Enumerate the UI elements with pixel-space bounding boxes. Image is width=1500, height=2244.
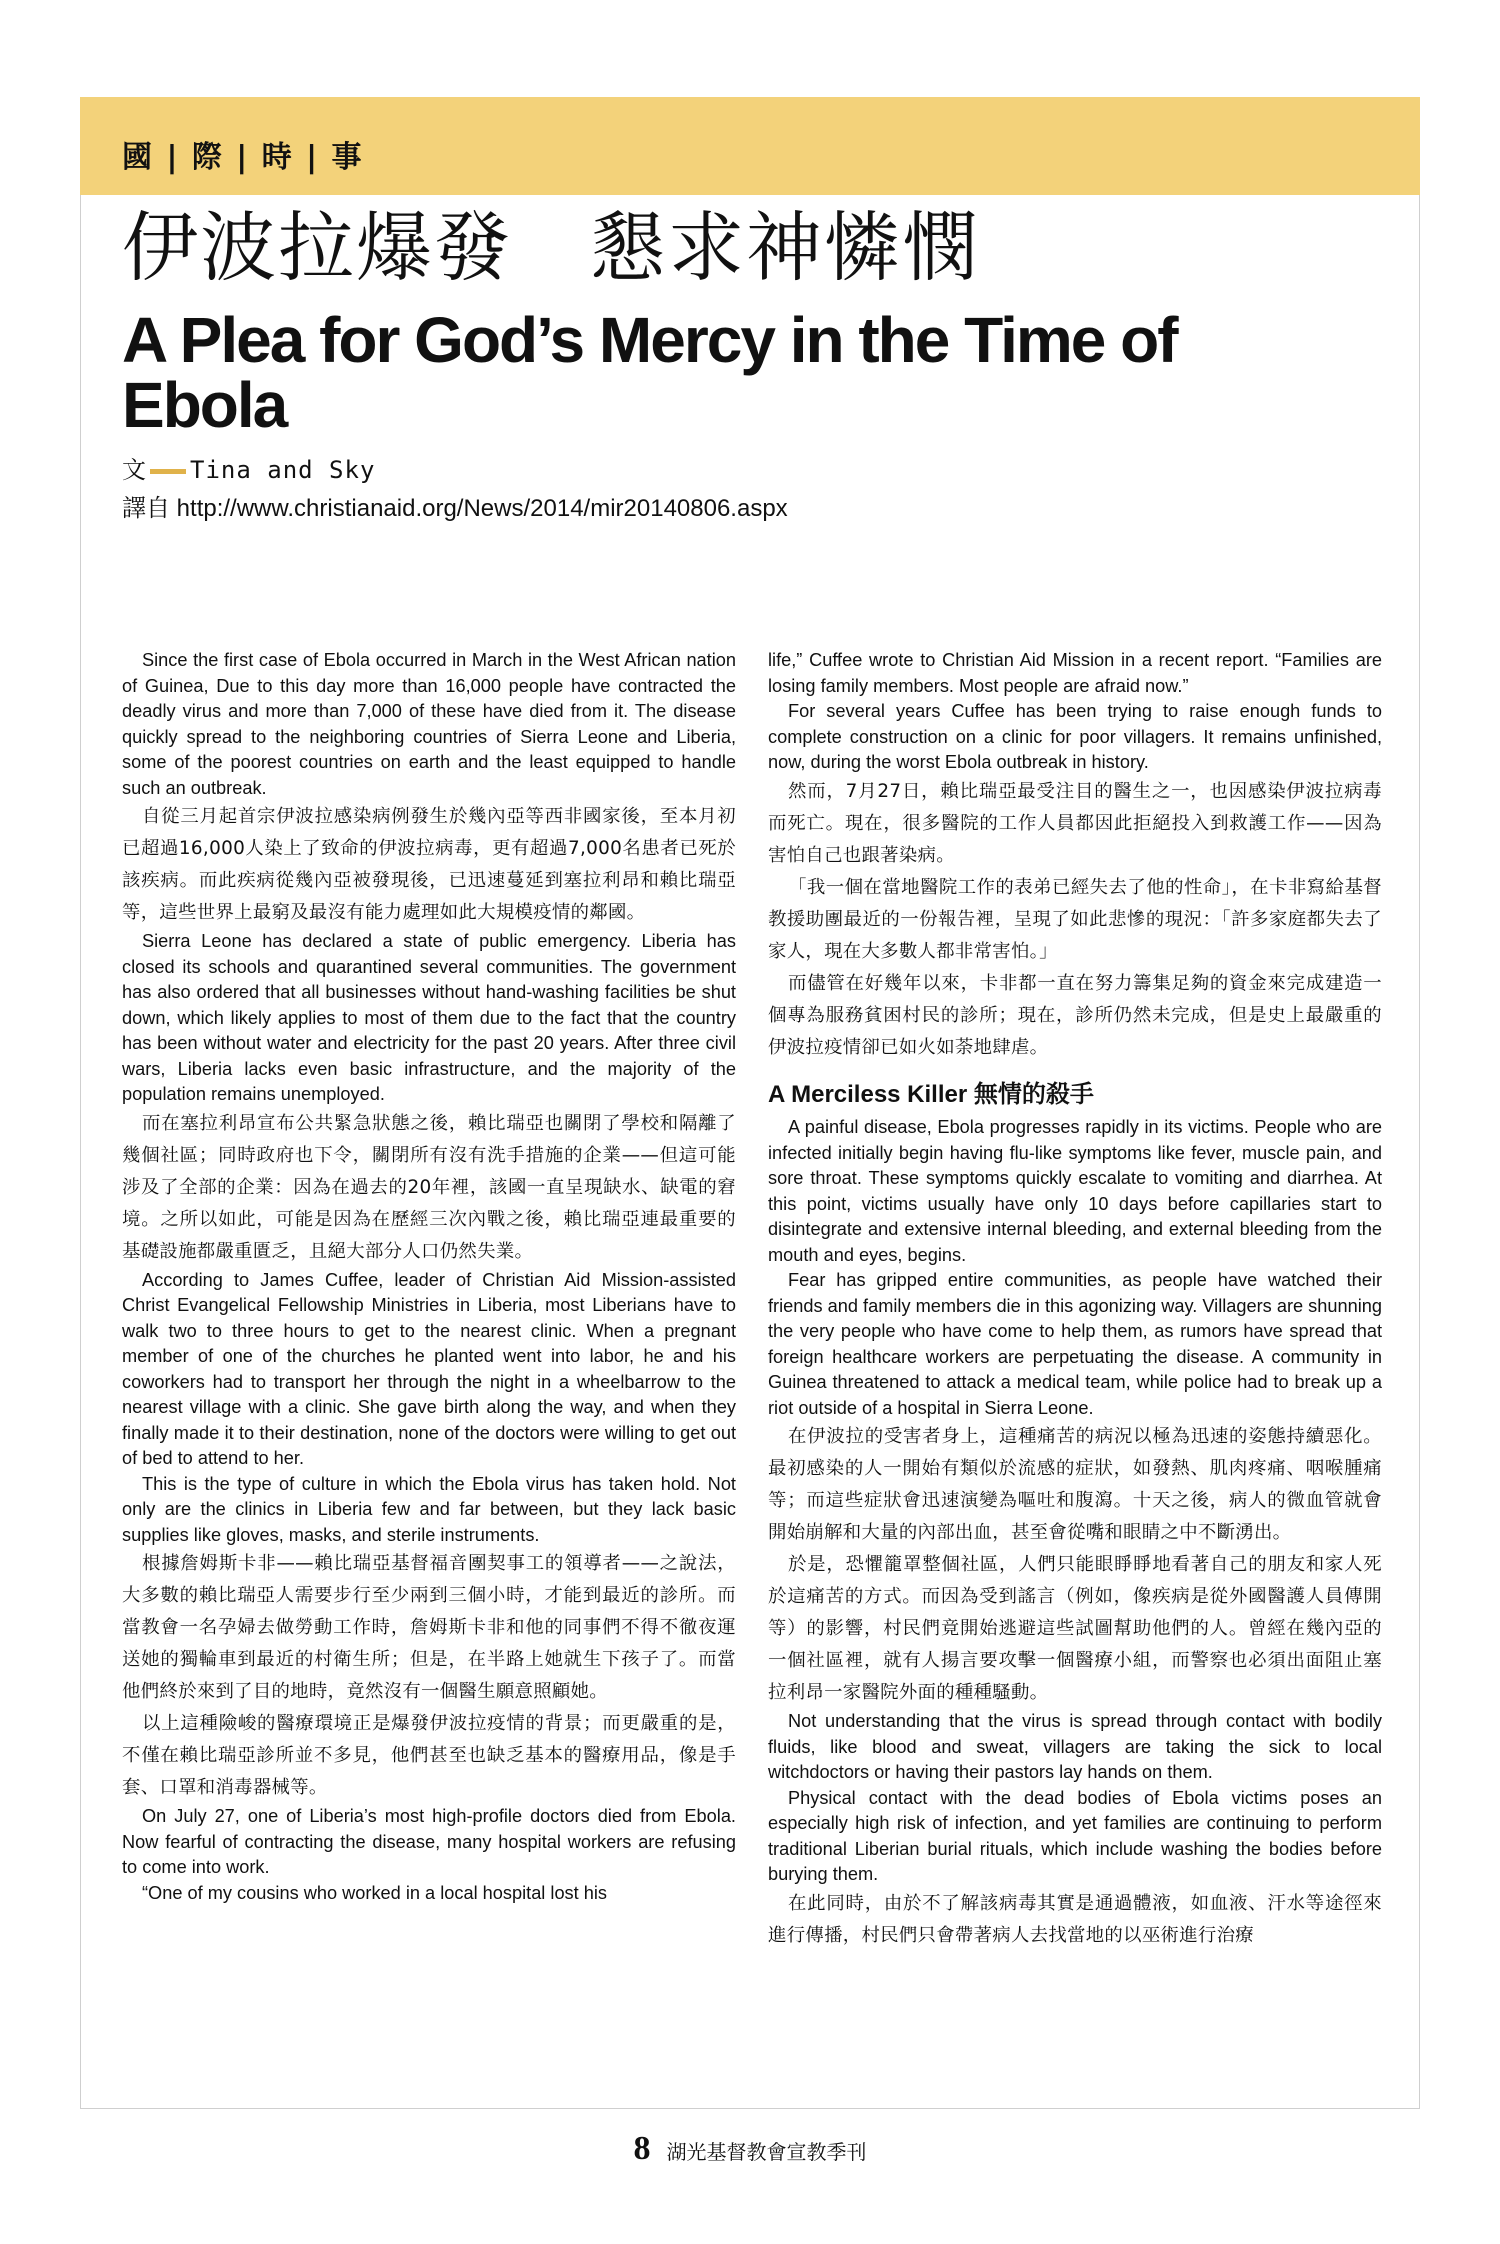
- source-label: 譯自: [122, 494, 170, 522]
- publication-name: 湖光基督教會宣教季刊: [666, 2140, 867, 2164]
- right-intro-paragraphs: [768, 648, 1382, 1064]
- paragraph-zh: 然而，7月27日，賴比瑞亞最受注目的醫生之一，也因感染伊波拉病毒而死亡。現在，很多醫院的工作人員都因此拒絕投入到救護工作——因為害怕自己也跟著染病。: [768, 780, 1382, 866]
- paragraph-en: Not understanding that the virus is spread through contact with bodily fluids, like blood and sweat, villagers are taking the sick to local witchdoctors or having their pastors lay hands on them.: [768, 1711, 1382, 1782]
- subheading-english: A Merciless Killer: [768, 1080, 968, 1108]
- paragraph-en: For several years Cuffee has been trying to raise enough funds to complete construction on a clinic for poor villagers. It remains unfinished, now, during the worst Ebola outbreak in history.: [768, 701, 1382, 772]
- body-column-right: [768, 648, 1382, 1952]
- byline-dash: [150, 469, 186, 474]
- author-name: Tina and Sky: [190, 456, 376, 484]
- paragraph-en: Physical contact with the dead bodies of Ebola victims poses an especially high risk of infection, and yet families are continuing to perform traditional Liberian burial rituals, which include washing the bodies before burying them.: [768, 1787, 1382, 1884]
- title-english: A Plea for God’s Mercy in the Time of Ebola: [122, 304, 1177, 442]
- section-tag: 國 | 際 | 時 | 事: [122, 140, 364, 175]
- paragraph-en: On July 27, one of Liberia’s most high-profile doctors died from Ebola. Now fearful of contracting the disease, many hospital workers are refusing to come into work.: [122, 1806, 736, 1877]
- paragraph-zh: 在此同時，由於不了解該病毒其實是通過體液，如血液、汗水等途徑來進行傳播，村民們只會帶著病人去找當地的以巫術進行治療: [768, 1892, 1382, 1946]
- paragraph-en: life,” Cuffee wrote to Christian Aid Mission in a recent report. “Families are losing family members. Most people are afraid now.”: [768, 650, 1382, 696]
- paragraph-en: This is the type of culture in which the Ebola virus has taken hold. Not only are the clinics in Liberia few and far between, but they lack basic supplies like gloves, masks, and sterile instruments.: [122, 1473, 736, 1545]
- paragraph-zh: 而在塞拉利昂宣布公共緊急狀態之後，賴比瑞亞也關閉了學校和隔離了幾個社區；同時政府也下令，關閉所有沒有洗手措施的企業——但這可能涉及了全部的企業：因為在過去的20年裡，該國一直呈現缺水、缺電的窘境。之所以如此，可能是因為在歷經三次內戰之後，賴比瑞亞連最重要的基礎設施都嚴重匱乏，且絕大部分人口仍然失業。: [122, 1112, 736, 1262]
- paragraph-zh: 「我一個在當地醫院工作的表弟已經失去了他的性命」，在卡非寫給基督教援助團最近的一份報告裡，呈現了如此悲慘的現況：「許多家庭都失去了家人，現在大多數人都非常害怕。」: [768, 876, 1382, 962]
- paragraph-zh: 以上這種險峻的醫療環境正是爆發伊波拉疫情的背景；而更嚴重的是，不僅在賴比瑞亞診所並不多見，他們甚至也缺乏基本的醫療用品，像是手套、口罩和消毒器械等。: [122, 1713, 736, 1798]
- paragraph-en: Fear has gripped entire communities, as people have watched their friends and family members die in this agonizing way. Villagers are shunning the very people who have come to help them, as rumors have spread that foreign healthcare workers are perpetuating the disease. A community in Guinea threatened to attack a medical team, while police had to break up a riot outside of a hospital in Sierra Leone.: [768, 1270, 1382, 1418]
- paragraph-zh: 根據詹姆斯卡非——賴比瑞亞基督福音團契事工的領導者——之說法，大多數的賴比瑞亞人需要步行至少兩到三個小時，才能到最近的診所。而當教會一名孕婦去做勞動工作時，詹姆斯卡非和他的同事們不得不徹夜運送她的獨輪車到最近的村衛生所；但是，在半路上她就生下孩子了。而當他們終於來到了目的地時，竟然沒有一個醫生願意照顧她。: [122, 1553, 736, 1702]
- body-column-left: [122, 648, 736, 1906]
- paragraph-zh: 於是，恐懼籠罩整個社區，人們只能眼睜睜地看著自己的朋友和家人死於這痛苦的方式。而因為受到謠言（例如，像疾病是從外國醫護人員傳開等）的影響，村民們竟開始逃避這些試圖幫助他們的人。曾經在幾內亞的一個社區裡，就有人揚言要攻擊一個醫療小組，而警察也必須出面阻止塞拉利昂一家醫院外面的種種騷動。: [768, 1554, 1382, 1703]
- paragraph-en: Sierra Leone has declared a state of public emergency. Liberia has closed its schools and quarantined several communities. The government has also ordered that all businesses without hand-washing facilities be shut down, which likely applies to most of them due to the fact that the country has been without water and electricity for the past 20 years. After three civil wars, Liberia lacks even basic infrastructure, and the majority of the population remains unemployed.: [122, 931, 736, 1104]
- paragraph-en: Since the first case of Ebola occurred in March in the West African nation of Guinea, Due to this day more than 16,000 people have contracted the deadly virus and more than 7,000 of these have died from it. The disease quickly spread to the neighboring countries of Sierra Leone and Liberia, some of the poorest countries on earth and the least equipped to handle such an outbreak.: [122, 650, 736, 798]
- byline: [122, 450, 375, 485]
- byline-label: 文: [122, 456, 146, 484]
- subheading: [768, 1079, 1382, 1108]
- page-number: 8: [633, 2130, 651, 2167]
- paragraph-zh: 自從三月起首宗伊波拉感染病例發生於幾內亞等西非國家後，至本月初已超過16,000人染上了致命的伊波拉病毒，更有超過7,000名患者已死於該疾病。而此疾病從幾內亞被發現後，已迅速蔓延到塞拉利昂和賴比瑞亞等，這些世界上最窮及最沒有能力處理如此大規模疫情的鄰國。: [122, 806, 736, 923]
- source-url: http://www.christianaid.org/News/2014/mir20140806.aspx: [176, 495, 788, 522]
- title-chinese: 伊波拉爆發 懇求神憐憫: [122, 203, 980, 292]
- right-rest-paragraphs: [768, 1115, 1382, 1952]
- subheading-chinese: 無情的殺手: [973, 1079, 1094, 1108]
- paragraph-en: A painful disease, Ebola progresses rapidly in its victims. People who are infected initially begin having flu-like symptoms like fever, muscle pain, and sore throat. These symptoms quickly escalate to vomiting and diarrhea. At this point, victims usually have only 10 days before capillaries start to disintegrate and extensive internal bleeding, and external bleeding from the mouth and eyes, begins.: [768, 1117, 1382, 1265]
- paragraph-en: According to James Cuffee, leader of Christian Aid Mission-assisted Christ Evangelical Fellowship Ministries in Liberia, most Liberians have to walk two to three hours to get to the nearest clinic. When a pregnant member of one of the churches he planted went into labor, he and his coworkers had to transport her through the night in a wheelbarrow to the nearest village with a clinic. She gave birth along the way, and when they finally made it to their destination, none of the doctors were willing to get out of bed to attend to her.: [122, 1269, 736, 1468]
- paragraph-zh: 在伊波拉的受害者身上，這種痛苦的病況以極為迅速的姿態持續惡化。最初感染的人一開始有類似於流感的症狀，如發熱、肌肉疼痛、咽喉腫痛等；而這些症狀會迅速演變為嘔吐和腹瀉。十天之後，病人的微血管就會開始崩解和大量的內部出血，甚至會從嘴和眼睛之中不斷湧出。: [768, 1426, 1382, 1543]
- source-line: [122, 488, 788, 523]
- page-footer: [0, 2130, 1500, 2168]
- paragraph-en: “One of my cousins who worked in a local hospital lost his: [142, 1882, 608, 1903]
- paragraph-zh: 而儘管在好幾年以來，卡非都一直在努力籌集足夠的資金來完成建造一個專為服務貧困村民的診所；現在，診所仍然未完成，但是史上最嚴重的伊波拉疫情卻已如火如荼地肆虐。: [768, 972, 1382, 1058]
